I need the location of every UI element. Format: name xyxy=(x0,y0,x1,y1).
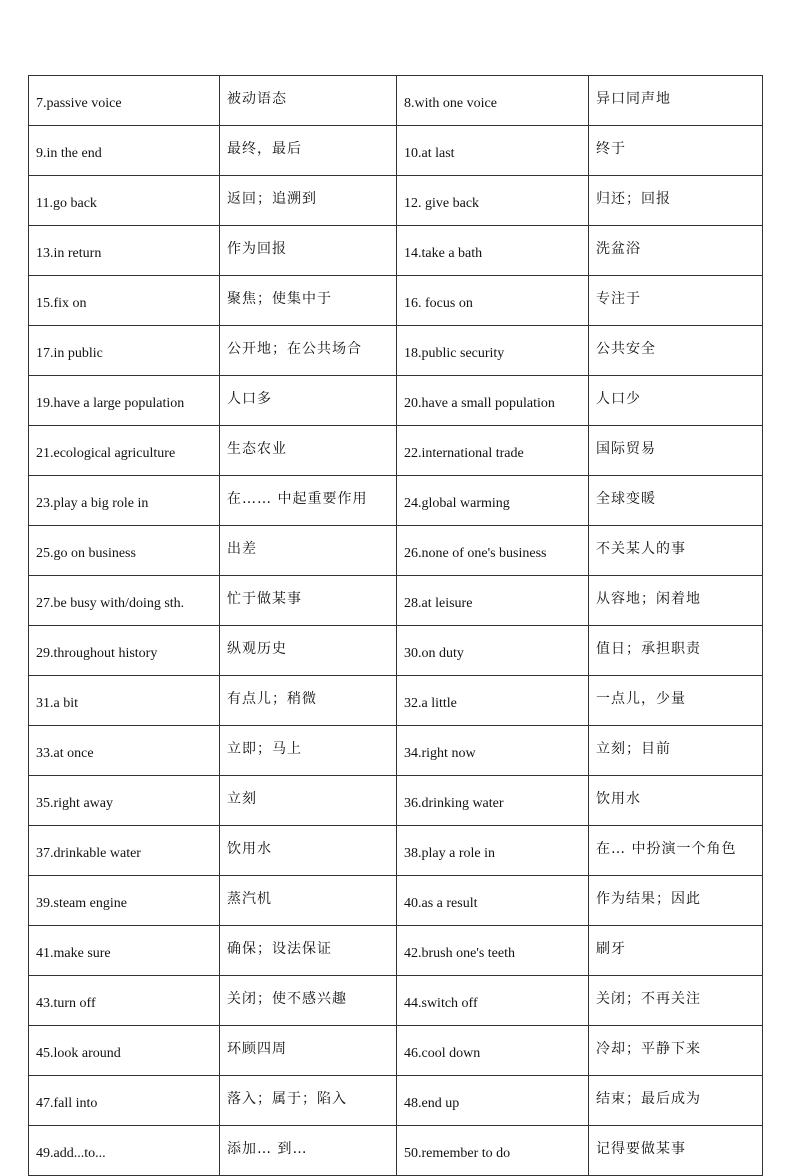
phrase-en-cell: 44.switch off xyxy=(397,976,589,1026)
phrase-en-cell: 46.cool down xyxy=(397,1026,589,1076)
meaning-zh-cell: 有点儿；稍微 xyxy=(220,676,397,726)
table-row xyxy=(29,326,763,376)
table-row xyxy=(29,426,763,476)
meaning-zh-cell: 饮用水 xyxy=(220,826,397,876)
phrase-en-cell: 41.make sure xyxy=(29,926,220,976)
phrase-en-cell: 50.remember to do xyxy=(397,1126,589,1176)
table-row xyxy=(29,76,763,126)
meaning-zh-cell: 专注于 xyxy=(589,276,763,326)
meaning-zh-cell: 蒸汽机 xyxy=(220,876,397,926)
phrase-en-cell: 22.international trade xyxy=(397,426,589,476)
meaning-zh-cell: 全球变暖 xyxy=(589,476,763,526)
table-row xyxy=(29,676,763,726)
meaning-zh-cell: 公开地；在公共场合 xyxy=(220,326,397,376)
phrase-en-cell: 35.right away xyxy=(29,776,220,826)
meaning-zh-cell: 被动语态 xyxy=(220,76,397,126)
meaning-zh-cell: 公共安全 xyxy=(589,326,763,376)
meaning-zh-cell: 作为回报 xyxy=(220,226,397,276)
meaning-zh-cell: 立刻；目前 xyxy=(589,726,763,776)
meaning-zh-cell: 在… 中扮演一个角色 xyxy=(589,826,763,876)
phrase-en-cell: 30.on duty xyxy=(397,626,589,676)
phrase-en-cell: 23.play a big role in xyxy=(29,476,220,526)
phrase-en-cell: 14.take a bath xyxy=(397,226,589,276)
meaning-zh-cell: 环顾四周 xyxy=(220,1026,397,1076)
phrase-en-cell: 36.drinking water xyxy=(397,776,589,826)
phrase-en-cell: 37.drinkable water xyxy=(29,826,220,876)
meaning-zh-cell: 返回；追溯到 xyxy=(220,176,397,226)
phrase-en-cell: 38.play a role in xyxy=(397,826,589,876)
phrase-en-cell: 12. give back xyxy=(397,176,589,226)
table-row xyxy=(29,526,763,576)
meaning-zh-cell: 落入；属于；陷入 xyxy=(220,1076,397,1126)
phrase-en-cell: 11.go back xyxy=(29,176,220,226)
meaning-zh-cell: 添加… 到… xyxy=(220,1126,397,1176)
phrase-en-cell: 10.at last xyxy=(397,126,589,176)
table-row xyxy=(29,726,763,776)
meaning-zh-cell: 出差 xyxy=(220,526,397,576)
phrase-en-cell: 19.have a large population xyxy=(29,376,220,426)
table-row xyxy=(29,176,763,226)
meaning-zh-cell: 人口多 xyxy=(220,376,397,426)
meaning-zh-cell: 值日；承担职责 xyxy=(589,626,763,676)
meaning-zh-cell: 刷牙 xyxy=(589,926,763,976)
table-row xyxy=(29,576,763,626)
meaning-zh-cell: 生态农业 xyxy=(220,426,397,476)
meaning-zh-cell: 归还；回报 xyxy=(589,176,763,226)
table-row xyxy=(29,126,763,176)
phrase-en-cell: 47.fall into xyxy=(29,1076,220,1126)
meaning-zh-cell: 洗盆浴 xyxy=(589,226,763,276)
meaning-zh-cell: 关闭；不再关注 xyxy=(589,976,763,1026)
table-row xyxy=(29,276,763,326)
meaning-zh-cell: 关闭；使不感兴趣 xyxy=(220,976,397,1026)
phrase-en-cell: 27.be busy with/doing sth. xyxy=(29,576,220,626)
phrase-en-cell: 45.look around xyxy=(29,1026,220,1076)
phrase-en-cell: 7.passive voice xyxy=(29,76,220,126)
meaning-zh-cell: 人口少 xyxy=(589,376,763,426)
phrase-en-cell: 29.throughout history xyxy=(29,626,220,676)
table-row xyxy=(29,1076,763,1126)
phrase-en-cell: 26.none of one's business xyxy=(397,526,589,576)
phrase-en-cell: 18.public security xyxy=(397,326,589,376)
phrase-en-cell: 16. focus on xyxy=(397,276,589,326)
phrase-en-cell: 17.in public xyxy=(29,326,220,376)
phrase-en-cell: 28.at leisure xyxy=(397,576,589,626)
vocabulary-table-body xyxy=(29,76,763,1176)
meaning-zh-cell: 一点儿，少量 xyxy=(589,676,763,726)
meaning-zh-cell: 不关某人的事 xyxy=(589,526,763,576)
table-row xyxy=(29,1126,763,1176)
meaning-zh-cell: 聚焦；使集中于 xyxy=(220,276,397,326)
meaning-zh-cell: 终于 xyxy=(589,126,763,176)
phrase-en-cell: 15.fix on xyxy=(29,276,220,326)
meaning-zh-cell: 国际贸易 xyxy=(589,426,763,476)
meaning-zh-cell: 异口同声地 xyxy=(589,76,763,126)
table-row xyxy=(29,776,763,826)
table-row xyxy=(29,376,763,426)
meaning-zh-cell: 立即；马上 xyxy=(220,726,397,776)
meaning-zh-cell: 结束；最后成为 xyxy=(589,1076,763,1126)
phrase-en-cell: 48.end up xyxy=(397,1076,589,1126)
meaning-zh-cell: 最终，最后 xyxy=(220,126,397,176)
meaning-zh-cell: 作为结果；因此 xyxy=(589,876,763,926)
phrase-en-cell: 24.global warming xyxy=(397,476,589,526)
phrase-en-cell: 42.brush one's teeth xyxy=(397,926,589,976)
table-row xyxy=(29,476,763,526)
table-row xyxy=(29,226,763,276)
phrase-en-cell: 40.as a result xyxy=(397,876,589,926)
table-row xyxy=(29,876,763,926)
table-row xyxy=(29,926,763,976)
phrase-en-cell: 8.with one voice xyxy=(397,76,589,126)
vocabulary-table xyxy=(28,75,763,1176)
phrase-en-cell: 25.go on business xyxy=(29,526,220,576)
phrase-en-cell: 21.ecological agriculture xyxy=(29,426,220,476)
meaning-zh-cell: 在…… 中起重要作用 xyxy=(220,476,397,526)
meaning-zh-cell: 从容地；闲着地 xyxy=(589,576,763,626)
meaning-zh-cell: 忙于做某事 xyxy=(220,576,397,626)
phrase-en-cell: 13.in return xyxy=(29,226,220,276)
phrase-en-cell: 32.a little xyxy=(397,676,589,726)
meaning-zh-cell: 记得要做某事 xyxy=(589,1126,763,1176)
phrase-en-cell: 31.a bit xyxy=(29,676,220,726)
meaning-zh-cell: 立刻 xyxy=(220,776,397,826)
table-row xyxy=(29,626,763,676)
meaning-zh-cell: 冷却；平静下来 xyxy=(589,1026,763,1076)
phrase-en-cell: 49.add...to... xyxy=(29,1126,220,1176)
meaning-zh-cell: 饮用水 xyxy=(589,776,763,826)
meaning-zh-cell: 确保；设法保证 xyxy=(220,926,397,976)
phrase-en-cell: 33.at once xyxy=(29,726,220,776)
phrase-en-cell: 39.steam engine xyxy=(29,876,220,926)
phrase-en-cell: 34.right now xyxy=(397,726,589,776)
phrase-en-cell: 20.have a small population xyxy=(397,376,589,426)
table-row xyxy=(29,1026,763,1076)
meaning-zh-cell: 纵观历史 xyxy=(220,626,397,676)
table-row xyxy=(29,826,763,876)
table-row xyxy=(29,976,763,1026)
phrase-en-cell: 9.in the end xyxy=(29,126,220,176)
phrase-en-cell: 43.turn off xyxy=(29,976,220,1026)
